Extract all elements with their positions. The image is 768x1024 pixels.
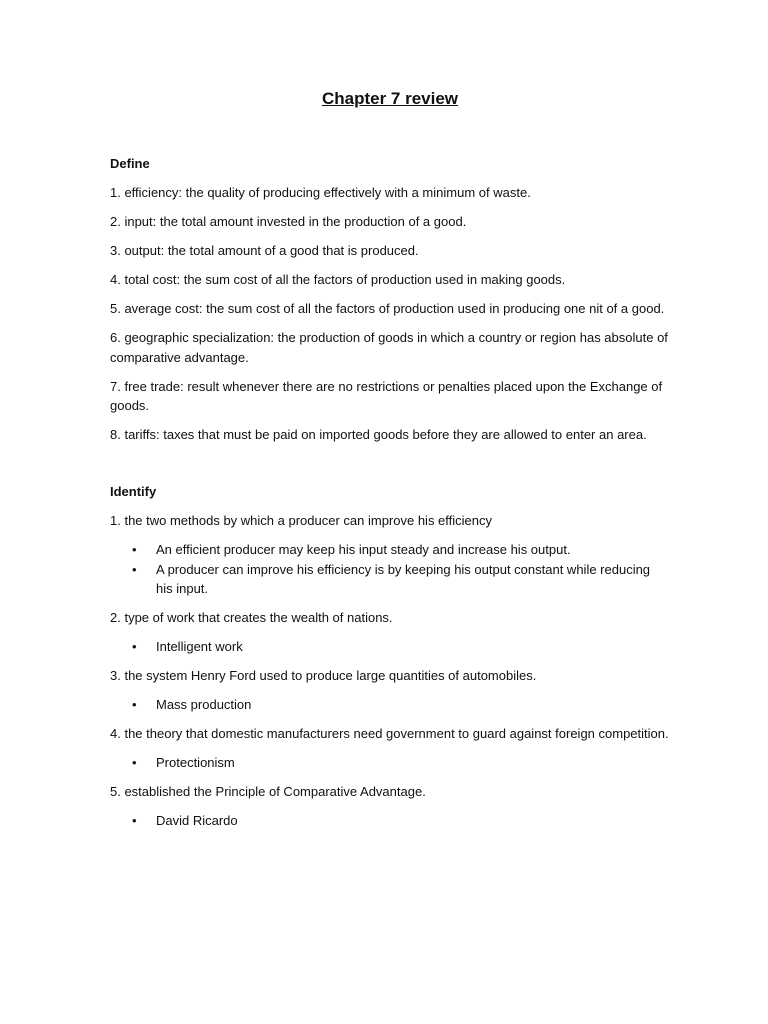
bullet-icon: • <box>132 561 137 577</box>
document-page <box>110 88 670 840</box>
identify-answers-2 <box>110 637 670 657</box>
identify-question-1: 1. the two methods by which a producer can improve his efficiency <box>110 513 493 528</box>
define-item-total-cost: 4. total cost: the sum cost of all the factors of production used in making goods. <box>110 272 566 287</box>
list-item <box>132 695 670 715</box>
identify-answers-5 <box>110 811 670 831</box>
define-item-output: 3. output: the total amount of a good that is produced. <box>110 243 419 258</box>
answer-text: A producer can improve his efficiency is by keeping his output constant while reducing his input. <box>156 561 651 596</box>
identify-answers-3 <box>110 695 670 715</box>
identify-answers-4 <box>110 753 670 773</box>
answer-text: David Ricardo <box>156 813 238 828</box>
bullet-icon: • <box>132 542 137 557</box>
define-item-free-trade: 7. free trade: result whenever there are no restrictions or penalties placed upon the Exchange of goods. <box>110 378 663 413</box>
define-item-average-cost: 5. average cost: the sum cost of all the factors of production used in producing one nit of a good. <box>110 301 665 316</box>
define-item-tariffs: 8. tariffs: taxes that must be paid on imported goods before they are allowed to enter an area. <box>110 427 647 442</box>
identify-heading: Identify <box>110 484 157 499</box>
bullet-icon: • <box>132 697 137 712</box>
list-item <box>132 540 670 560</box>
define-item-efficiency: 1. efficiency: the quality of producing effectively with a minimum of waste. <box>110 185 531 200</box>
define-heading: Define <box>110 156 150 171</box>
bullet-icon: • <box>132 755 137 770</box>
list-item <box>132 811 670 831</box>
identify-question-3: 3. the system Henry Ford used to produce large quantities of automobiles. <box>110 668 537 683</box>
define-item-input: 2. input: the total amount invested in the production of a good. <box>110 214 467 229</box>
define-item-geographic-specialization: 6. geographic specialization: the production of goods in which a country or region has absolute of comparative advantage. <box>110 330 668 365</box>
identify-question-4: 4. the theory that domestic manufacturers need government to guard against foreign competition. <box>110 726 669 741</box>
list-item <box>132 637 670 657</box>
identify-question-2: 2. type of work that creates the wealth of nations. <box>110 610 393 625</box>
answer-text: Intelligent work <box>156 639 243 654</box>
list-item <box>132 560 670 599</box>
page-title: Chapter 7 review <box>321 89 459 108</box>
list-item <box>132 753 670 773</box>
bullet-icon: • <box>132 813 137 828</box>
answer-text: Protectionism <box>156 755 235 770</box>
section-spacer <box>110 454 670 482</box>
identify-answers-1 <box>110 540 670 599</box>
bullet-icon: • <box>132 639 137 654</box>
identify-question-5: 5. established the Principle of Comparative Advantage. <box>110 784 426 799</box>
identify-section <box>110 482 670 831</box>
answer-text: Mass production <box>156 697 252 712</box>
answer-text: An efficient producer may keep his input steady and increase his output. <box>156 542 571 557</box>
define-section <box>110 154 670 445</box>
